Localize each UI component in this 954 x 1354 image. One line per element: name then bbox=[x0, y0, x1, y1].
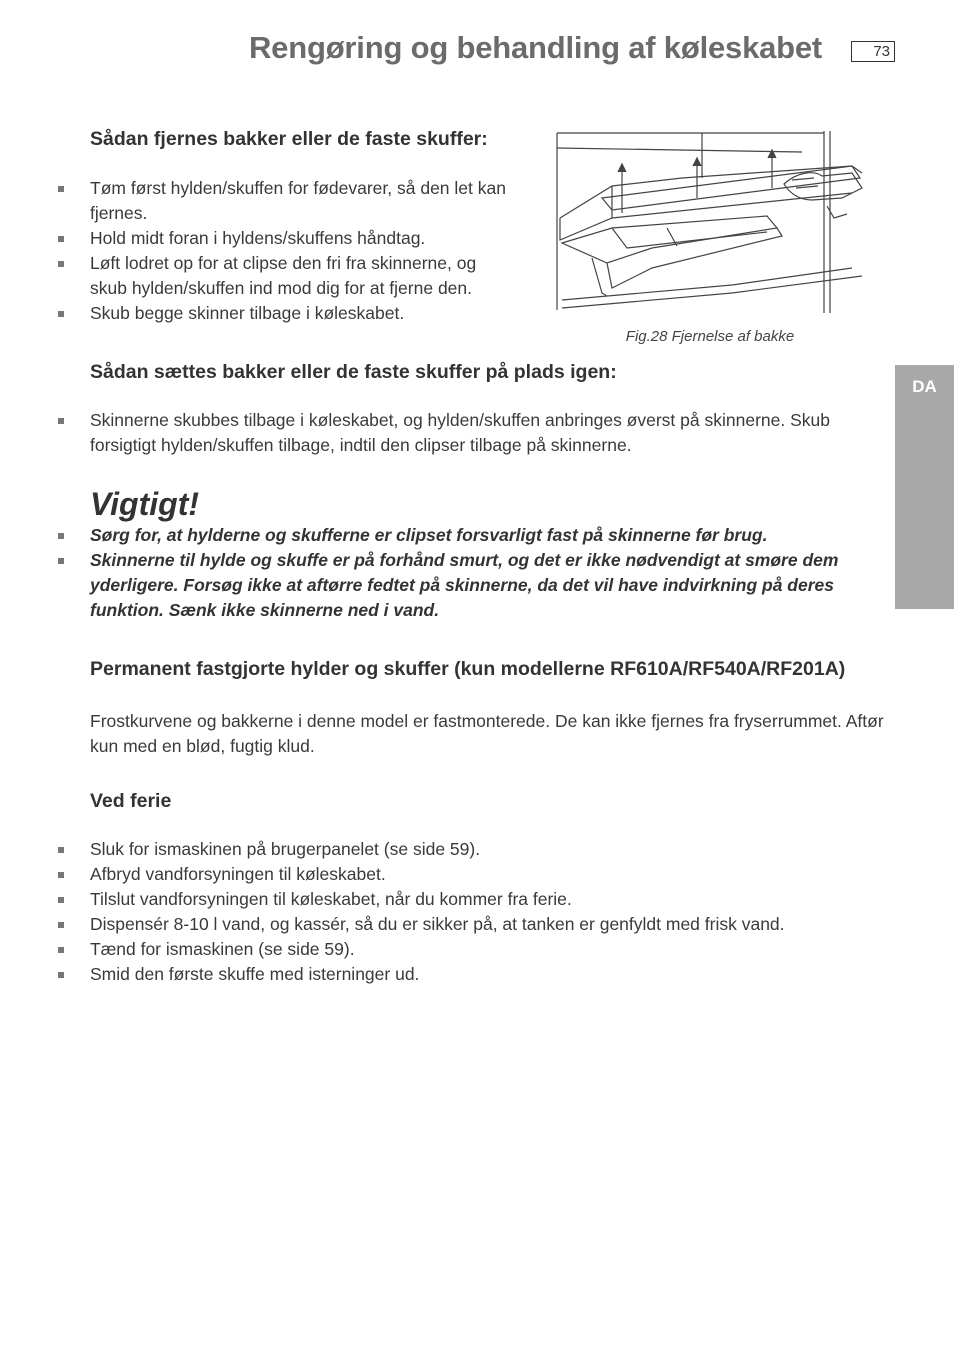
important-heading: Vigtigt! bbox=[90, 486, 199, 522]
section-permanent-heading: Permanent fastgjorte hylder og skuffer (kun modellerne RF610A/RF540A/RF201A) bbox=[90, 658, 846, 680]
list-item: Skinnerne skubbes tilbage i køleskabet, og hylden/skuffen anbringes øverst på skinnerne. Skub forsigtigt hylden/skuffen tilbage, indtil den clipser tilbage på skinnerne. bbox=[55, 408, 895, 458]
section-vacation-heading: Ved ferie bbox=[90, 790, 172, 812]
list-item: Tænd for ismaskinen (se side 59). bbox=[55, 937, 895, 962]
section-replace-heading: Sådan sættes bakker eller de faste skuffer på plads igen: bbox=[90, 361, 617, 383]
list-item: Tøm først hylden/skuffen for fødevarer, så den let kan fjernes. bbox=[55, 176, 510, 226]
list-item: Skinnerne til hylde og skuffe er på forhånd smurt, og det er ikke nødvendigt at smøre dem yderligere. Forsøg ikke at aftørre fedtet på skinnerne, da det vil have indvirkning på deres funktion. Sænk ikke skinnerne ned i vand. bbox=[55, 548, 895, 623]
section-replace-list bbox=[55, 408, 895, 458]
section-remove-list bbox=[55, 176, 510, 326]
list-item: Afbryd vandforsyningen til køleskabet. bbox=[55, 862, 895, 887]
section-remove-heading: Sådan fjernes bakker eller de faste skuffer: bbox=[90, 128, 488, 150]
list-item: Dispensér 8-10 l vand, og kassér, så du er sikker på, at tanken er genfyldt med frisk vand. bbox=[55, 912, 895, 937]
list-item: Tilslut vandforsyningen til køleskabet, når du kommer fra ferie. bbox=[55, 887, 895, 912]
language-tab bbox=[895, 365, 954, 609]
important-list bbox=[55, 523, 895, 623]
language-tab-label: DA bbox=[912, 377, 937, 396]
list-item: Skub begge skinner tilbage i køleskabet. bbox=[55, 301, 510, 326]
page-title: Rengøring og behandling af køleskabet bbox=[249, 30, 823, 65]
list-item: Hold midt foran i hyldens/skuffens håndtag. bbox=[55, 226, 510, 251]
section-vacation-list bbox=[55, 837, 895, 987]
list-item: Sluk for ismaskinen på brugerpanelet (se side 59). bbox=[55, 837, 895, 862]
page-number: 73 bbox=[851, 41, 895, 62]
drawer-removal-illustration bbox=[552, 128, 870, 318]
list-item: Smid den første skuffe med isterninger ud. bbox=[55, 962, 895, 987]
section-permanent-paragraph: Frostkurvene og bakkerne i denne model er fastmonterede. De kan ikke fjernes fra fryserrummet. Aftør kun med en blød, fugtig klud. bbox=[90, 711, 884, 756]
list-item: Løft lodret op for at clipse den fri fra skinnerne, og skub hylden/skuffen ind mod dig for at fjerne den. bbox=[55, 251, 510, 301]
figure-caption: Fig.28 Fjernelse af bakke bbox=[625, 328, 795, 345]
list-item: Sørg for, at hylderne og skufferne er clipset forsvarligt fast på skinnerne før brug. bbox=[55, 523, 895, 548]
